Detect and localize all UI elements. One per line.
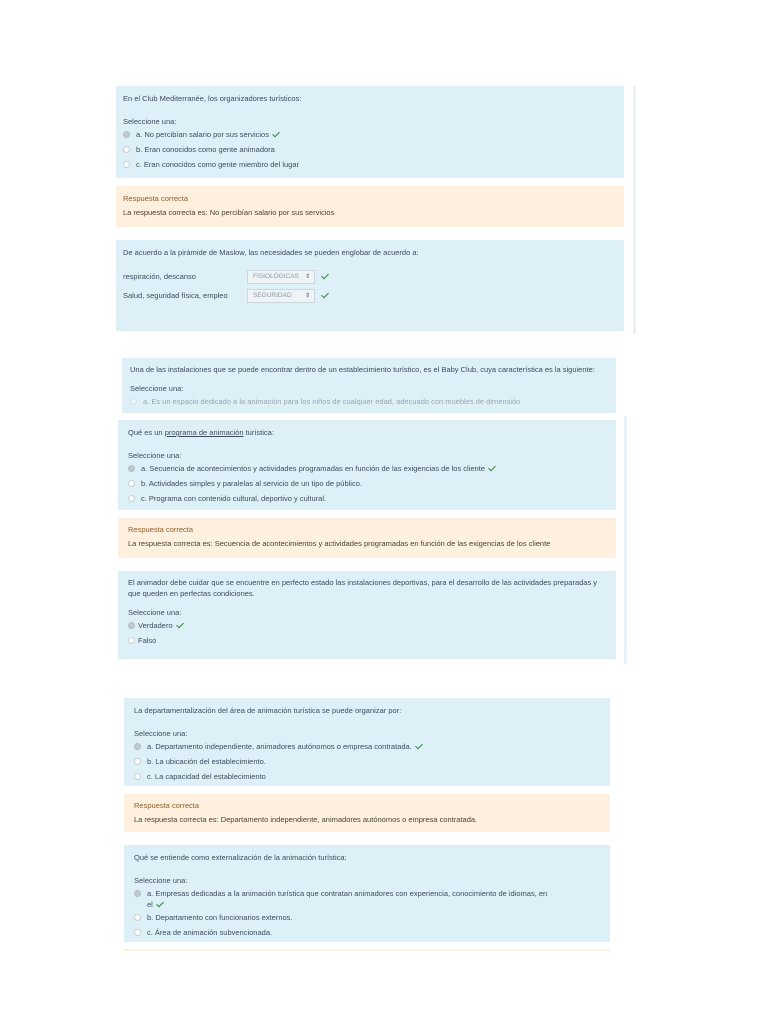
select-one-label: Seleccione una:: [128, 608, 182, 617]
question-card-2: [116, 240, 624, 331]
option-b[interactable]: b. Departamento con funcionarios externos.: [134, 910, 600, 925]
feedback-text: La respuesta correcta es: Departamento independiente, animadores autónomos o empresa contratada.: [134, 815, 478, 824]
option-a[interactable]: a. Empresas dedicadas a la animación turística que contratan animadores con experiencia, conocimiento de idiomas, en el: [134, 886, 600, 910]
feedback-card-4: [118, 518, 616, 558]
question-card-6: [124, 698, 610, 786]
match-select-1[interactable]: FISIOLÓGICAS ⇕: [247, 270, 315, 284]
option-a[interactable]: a. Secuencia de acontecimientos y actividades programadas en función de las exigencias de los cliente: [128, 461, 606, 476]
check-icon: [321, 290, 329, 298]
radio[interactable]: [130, 398, 137, 405]
radio[interactable]: [128, 637, 135, 644]
option-c[interactable]: c. La capacidad del establecimiento: [134, 769, 600, 784]
question-text: Qué es un programa de animación turística:: [128, 428, 274, 437]
question-card-4: [118, 420, 616, 510]
feedback-text: La respuesta correcta es: No percibían salario por sus servicios: [123, 208, 335, 217]
check-icon: [156, 900, 164, 908]
question-card-1: [116, 86, 624, 178]
radio-selected[interactable]: [134, 743, 141, 750]
check-icon: [272, 129, 280, 137]
glossary-link[interactable]: programa de animación: [164, 428, 244, 437]
radio-selected[interactable]: [123, 131, 130, 138]
question-text: El animador debe cuidar que se encuentre en perfecto estado las instalaciones deportivas, para el desarrollo de las actividades preparadas y que queden en perfectas condiciones.: [128, 578, 598, 598]
option-c[interactable]: c. Área de animación subvencionada.: [134, 925, 600, 940]
radio-selected[interactable]: [134, 890, 141, 897]
feedback-title: Respuesta correcta: [123, 194, 189, 203]
question-card-7: [124, 845, 610, 942]
radio[interactable]: [134, 929, 141, 936]
option-false[interactable]: Falso: [128, 633, 606, 648]
option-a-cut[interactable]: a. Es un espacio dedicado a la animación para los niños de cualquier edad, adecuado con muebles de dimensión: [130, 394, 608, 409]
radio[interactable]: [123, 146, 130, 153]
question-text: Qué se entiende como externalización de la animación turística:: [134, 853, 347, 862]
option-b[interactable]: b. Actividades simples y paralelas al servicio de un tipo de público.: [128, 476, 606, 491]
check-icon: [321, 271, 329, 279]
feedback-title: Respuesta correcta: [134, 801, 200, 810]
option-b[interactable]: b. Eran conocidos como gente animadora: [123, 142, 617, 157]
radio[interactable]: [128, 480, 135, 487]
option-a[interactable]: a. No percibían salario por sus servicios: [123, 127, 617, 142]
radio[interactable]: [134, 914, 141, 921]
next-card-edge: [124, 949, 610, 951]
check-icon: [488, 463, 496, 471]
select-one-label: Seleccione una:: [123, 117, 177, 126]
select-one-label: Seleccione una:: [130, 384, 184, 393]
question-text: Una de las instalaciones que se puede encontrar dentro de un establecimiento turístico, es el Baby Club, cuya característica es la siguiente:: [130, 365, 595, 374]
radio-selected[interactable]: [128, 622, 135, 629]
question-text: En el Club Mediterranée, los organizadores turísticos:: [123, 94, 302, 103]
question-text: De acuerdo a la pirámide de Maslow, las necesidades se pueden englobar de acuerdo a:: [123, 248, 419, 257]
feedback-text: La respuesta correcta es: Secuencia de acontecimientos y actividades programadas en función de las exigencias de los cliente: [128, 539, 551, 548]
radio[interactable]: [134, 758, 141, 765]
select-one-label: Seleccione una:: [128, 451, 182, 460]
radio[interactable]: [134, 773, 141, 780]
check-icon: [415, 741, 423, 749]
radio[interactable]: [128, 495, 135, 502]
feedback-card-1: [116, 186, 624, 227]
scroll-edge: [633, 86, 636, 334]
match-row-2: [123, 286, 617, 305]
select-caret-icon: ⇕: [304, 293, 310, 299]
question-text: La departamentalización del área de animación turística se puede organizar por:: [134, 706, 402, 715]
select-caret-icon: ⇕: [304, 274, 310, 280]
option-c[interactable]: c. Programa con contenido cultural, deportivo y cultural.: [128, 491, 606, 506]
option-a[interactable]: a. Departamento independiente, animadores autónomos o empresa contratada.: [134, 739, 600, 754]
question-card-5: [118, 571, 616, 659]
check-icon: [176, 620, 184, 628]
option-true[interactable]: Verdadero: [128, 618, 606, 633]
match-label: Salud, seguridad física, empleo: [123, 291, 228, 300]
scroll-edge: [624, 416, 627, 664]
match-select-2[interactable]: SEGURIDAD ⇕: [247, 289, 315, 303]
select-one-label: Seleccione una:: [134, 729, 188, 738]
option-b[interactable]: b. La ubicación del establecimiento.: [134, 754, 600, 769]
feedback-title: Respuesta correcta: [128, 525, 194, 534]
question-card-3: [122, 358, 616, 413]
select-one-label: Seleccione una:: [134, 876, 188, 885]
match-label: respiración, descanso: [123, 272, 196, 281]
radio[interactable]: [123, 161, 130, 168]
feedback-card-6: [124, 794, 610, 832]
radio-selected[interactable]: [128, 465, 135, 472]
match-row-1: [123, 267, 617, 286]
option-c[interactable]: c. Eran conocidos como gente miembro del lugar: [123, 157, 617, 172]
